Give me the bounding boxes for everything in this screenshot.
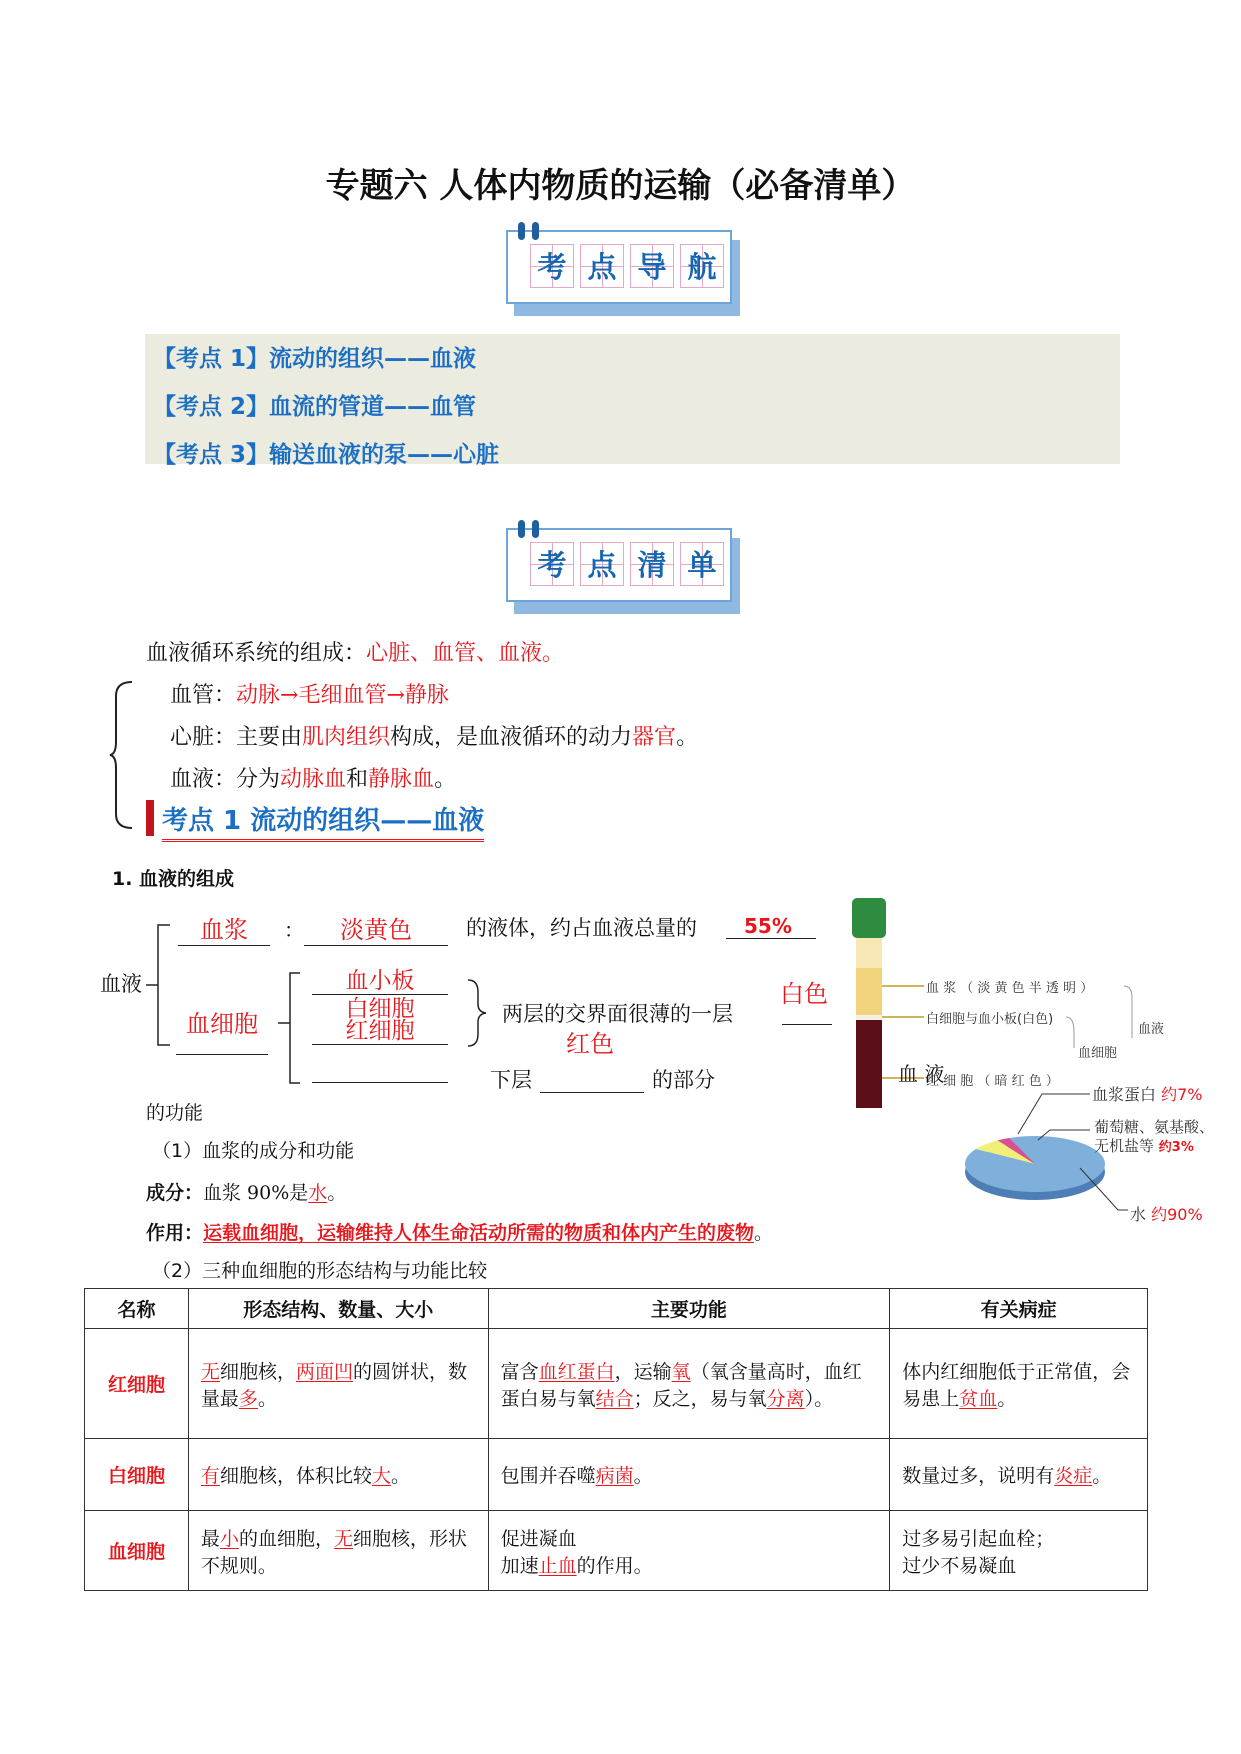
- answer-rbc: 红细胞: [312, 1018, 448, 1045]
- row-disease: 过多易引起血栓； 过少不易凝血: [890, 1511, 1148, 1591]
- badge-char: 点: [580, 244, 624, 288]
- plasma-composition: 成分：血浆 90%是水。: [146, 1182, 347, 1204]
- blank-line: [312, 1082, 448, 1083]
- vessel-line: 血管：动脉→毛细血管→静脉: [170, 683, 449, 708]
- nav-item-3[interactable]: 【考点 3】输送血液的泵——心脏: [153, 442, 500, 468]
- table-row: [85, 1511, 1148, 1591]
- badge-char: 导: [630, 244, 674, 288]
- answer-wbc: 白细胞: [345, 996, 415, 1022]
- section-marker: [146, 800, 154, 836]
- answer-platelet: 血小板: [312, 968, 448, 995]
- pie-leader-lines: [1010, 1088, 1140, 1228]
- circulation-lead: 血液循环系统的组成：心脏、血管、血液。: [146, 641, 565, 666]
- pie-water-label: 水 约90%: [1130, 1205, 1203, 1224]
- tube-cells-label: 血细胞: [1078, 1046, 1118, 1061]
- answer-plasma-pct: 55%: [726, 914, 816, 939]
- table-heading: （2）三种血细胞的形态结构与功能比较: [152, 1260, 488, 1282]
- nav-item-1[interactable]: 【考点 1】流动的组织——血液: [153, 346, 477, 372]
- plasma-function: 作用：运载血细胞，运输维持人体生命活动所需的物质和体内产生的废物。: [146, 1222, 774, 1244]
- lower-desc: 下层 的部分: [490, 1068, 715, 1092]
- badge-char: 清: [630, 542, 674, 586]
- cell-comparison-table: [84, 1288, 1148, 1591]
- page-title: 专题六 人体内物质的运输（必备清单）: [325, 166, 916, 206]
- plasma-desc: 的液体，约占血液总量的: [466, 916, 697, 940]
- table-row: [85, 1329, 1148, 1439]
- function-tail: 的功能: [146, 1102, 204, 1124]
- badge-char: 单: [680, 542, 724, 586]
- tube-rbc-label: 红 细 胞 （ 暗 红 色 ）: [926, 1074, 1059, 1089]
- colon: ：: [284, 918, 304, 942]
- badge-char: 点: [580, 542, 624, 586]
- interface-desc: 两层的交界面很薄的一层: [502, 1002, 733, 1026]
- nav-box: [145, 334, 1120, 468]
- row-disease: 体内红细胞低于正常值，会易患上贫血。: [890, 1329, 1148, 1439]
- table-row: [85, 1439, 1148, 1511]
- row-name: 红细胞: [85, 1329, 189, 1439]
- badge-char: 考: [530, 542, 574, 586]
- pie-protein-label: 血浆蛋白 约7%: [1092, 1085, 1203, 1104]
- answer-lower-color: 红色: [566, 1030, 614, 1058]
- blank-line: [176, 1054, 268, 1055]
- right-brace: [464, 978, 494, 1048]
- answer-plasma-color: 淡黄色: [304, 910, 448, 946]
- row-morph: 最小的血细胞，无细胞核，形状不规则。: [188, 1511, 488, 1591]
- row-name: 白细胞: [85, 1439, 189, 1511]
- badge-char: 航: [680, 244, 724, 288]
- sub-heading-1: 1. 血液的组成: [112, 868, 235, 890]
- row-function: 富含血红蛋白，运输氧（氧含量高时，血红蛋白易与氧结合；反之，易与氧分离）。: [488, 1329, 890, 1439]
- heart-line: 心脏：主要由肌肉组织构成，是血液循环的动力器官。: [170, 725, 699, 750]
- pie-other-label: 葡萄糖、氨基酸、 无机盐等 约3%: [1094, 1118, 1215, 1155]
- row-function: 促进凝血 加速止血的作用。: [488, 1511, 890, 1591]
- answer-plasma: 血浆: [178, 910, 270, 946]
- table-header: 名称: [85, 1289, 189, 1329]
- section1-heading: 考点 1 流动的组织——血液: [162, 800, 484, 842]
- tube-plasma-label: 血 浆 （ 淡 黄 色 半 透 明 ）: [926, 981, 1094, 996]
- row-disease: 数量过多，说明有炎症。: [890, 1439, 1148, 1511]
- nav-badge: [506, 230, 742, 316]
- plasma-heading: （1）血浆的成分和功能: [152, 1140, 355, 1162]
- answer-interface-color: 白色: [780, 980, 828, 1008]
- row-name: 血细胞: [85, 1511, 189, 1591]
- table-header: 主要功能: [488, 1289, 890, 1329]
- answer-cells: 血细胞: [186, 1010, 258, 1038]
- row-function: 包围并吞噬病菌。: [488, 1439, 890, 1511]
- blank-line: [782, 1024, 832, 1025]
- badge-char: 考: [530, 244, 574, 288]
- table-header: 形态结构、数量、大小: [188, 1289, 488, 1329]
- table-header: 有关病症: [890, 1289, 1148, 1329]
- row-morph: 有细胞核，体积比较大。: [188, 1439, 488, 1511]
- nav-item-2[interactable]: 【考点 2】血流的管道——血管: [153, 394, 477, 420]
- left-brace: [108, 680, 138, 830]
- row-morph: 无细胞核，两面凹的圆饼状，数量最多。: [188, 1329, 488, 1439]
- diagram-root: 血液: [100, 972, 142, 996]
- list-badge: [506, 528, 742, 614]
- tube-overlay-text: 血 液: [898, 1062, 945, 1086]
- tube-blood-label: 血液: [1138, 1022, 1165, 1037]
- blood-line: 血液：分为动脉血和静脉血。: [170, 767, 457, 792]
- tube-buffy-label: 白细胞与血小板(白色): [926, 1012, 1054, 1027]
